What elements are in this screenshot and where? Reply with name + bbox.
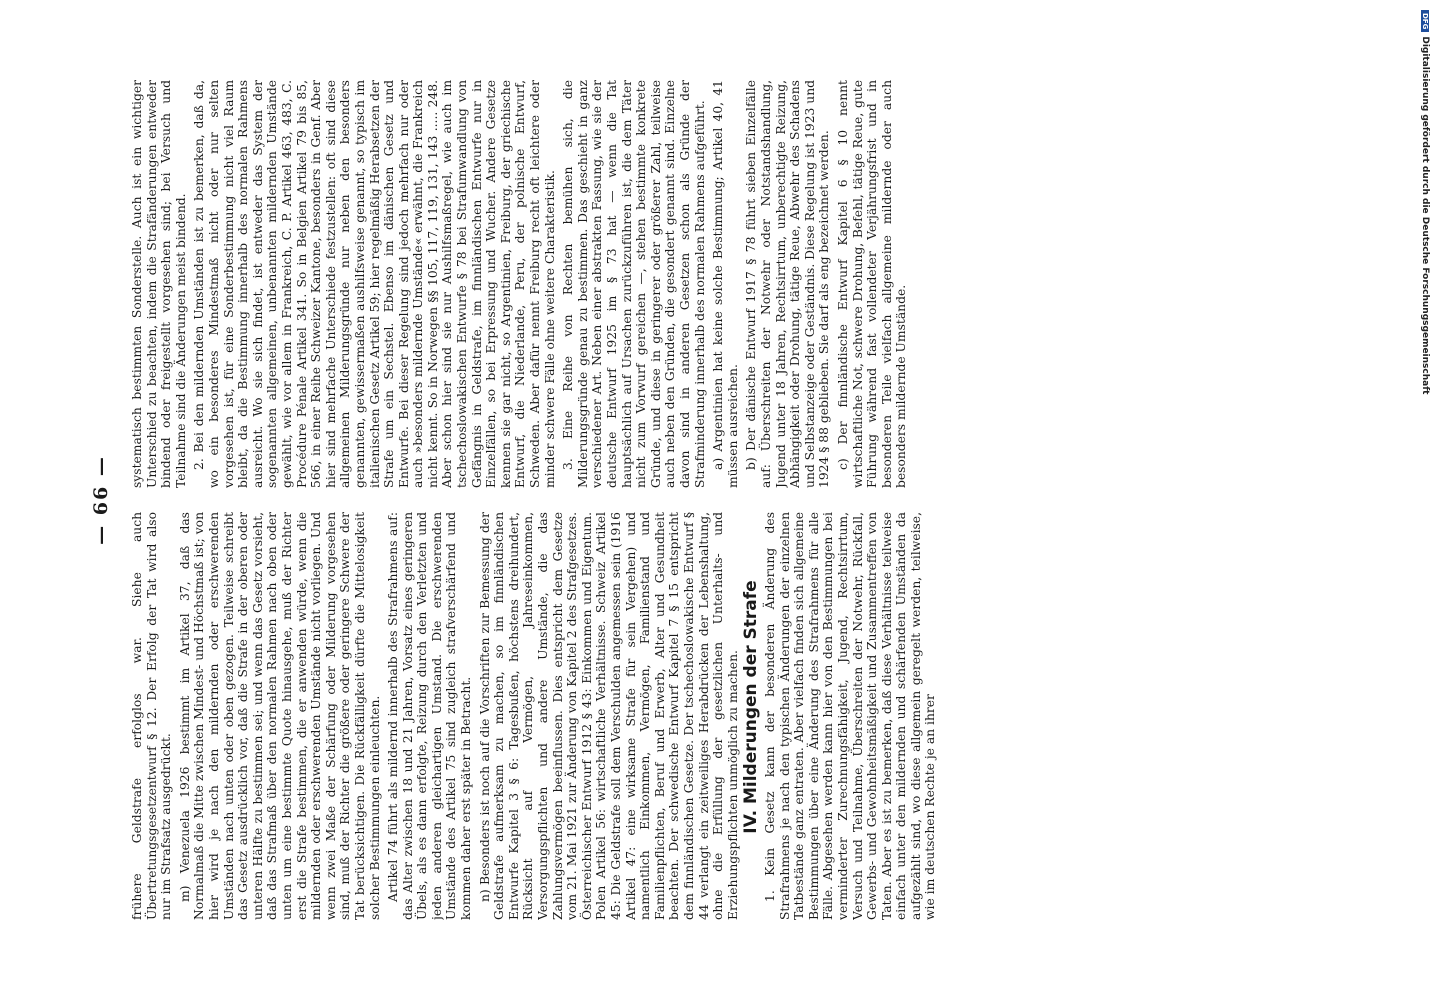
page-number: — 66 — <box>90 455 112 545</box>
rotated-document-page <box>20 0 1390 1000</box>
dfg-logo: DFG <box>1421 10 1429 32</box>
paragraph: 2. Bei den mildernden Umständen ist zu bemerken, daß da, wo ein besonderes Mindestmaß nicht oder nur selten vorgesehen ist, für eine Sonderbestimmung nicht viel Raum bleibt, da die Bestimmung innerhalb des normalen Rahmens ausreicht. Wo sie sich findet, ist entweder das System der sogenannten allgemeinen, unbenannten mildernden Umstände gewählt, wie vor allem in Frankreich, C. P. Artikel 463, 483, C. Procédure Pénale Artikel 341. So in Belgien Artikel 79 bis 85, 566, in einer Reihe Schweizer Kantone, besonders in Genf. Aber hier sind mehrfache Unterschiede festzustellen: oft sind diese allgemeinen Milderungsgründe nur neben den besonders genannten, gewissermaßen aushilfsweise genannt, so typisch im italienischen Gesetz Artikel 59; hier regelmäßig Herabsetzen der Strafe um ein Sechstel. Ebenso im dänischen Gesetz und Entwurfe. Bei dieser Regelung sind jedoch mehrfach nur oder auch »besonders mildernde Umstände« erwähnt, die Frankreich nicht kennt. So in Norwegen §§ 105, 117, 119, 131, 143 ..... 248. Aber schon hier sind sie nur Aushilfsmaßregel, wie auch im tschechoslowakischen Entwurfe § 78 bei Strafumwandlung von Gefängnis in Geldstrafe, im finnländischen Entwurfe nur in Einzelfällen, so bei Erpressung und Wucher. Andere Gesetze kennen sie gar nicht, so Argentinien, Freiburg, der griechische Entwurf, die Niederlande, Peru, der polnische Entwurf, Schweden. Aber dafür nennt Freiburg recht oft leichtere oder minder schwere Fälle ohne weitere Charakteristik. <box>192 80 557 488</box>
paragraph: a) Argentinien hat keine solche Bestimmung; Artikel 40, 41 müssen ausreichen. <box>711 80 740 488</box>
caption-text-wrapper <box>1420 10 1430 394</box>
paragraph: Artikel 74 führt als mildernd innerhalb des Strafrahmens auf: das Alter zwischen 18 und 21 Jahren, Vorsatz eines geringeren Übels, als es dann erfolgte, Reizung durch den Verletzten und jeden anderen gleichartigen Umstand. Die erschwerenden Umstände des Artikel 75 sind zugleich strafverschärfend und kommen daher erst später in Betracht. <box>386 512 474 920</box>
page-content <box>90 80 1330 920</box>
left-column <box>130 512 1310 920</box>
paragraph: m) Venezuela 1926 bestimmt im Artikel 37, daß das Normalmaß die Mitte zwischen Mindest- und Höchstmaß ist; von hier wird je nach den mildernden oder erschwerenden Umständen nach unten oder oben gezogen. Teilweise schreibt das Gesetz ausdrücklich vor, daß die Strafe in der oberen oder unteren Hälfte zu bestimmen sei; und wenn das Gesetz vorsieht, daß das Strafmaß über den normalen Rahmen nach oben oder unten um eine bestimmte Quote hinausgehe, muß der Richter erst die Strafe bestimmen, die er anwenden würde, wenn die mildernden oder erschwerenden Umstände nicht vorliegen. Und wenn zwei Maße der Schärfung oder Milderung vorgesehen sind, muß der Richter die größere oder geringere Schwere der Tat berücksichtigen. Die Rückfälligkeit dürfte die Mittelosigkeit solcher Bestimmungen einleuchten. <box>177 512 382 920</box>
text-columns <box>130 80 1310 920</box>
paragraph: c) Der finnländische Entwurf Kapitel 6 § 10 nennt wirtschaftliche Not, schwere Drohung, Befehl, tätige Reue, gute Führung während fast vollendeter Verjährungsfrist und in besonderen Teile vielfach allgemeine mildernde oder auch besonders mildernde Umstände. <box>835 80 909 488</box>
paragraph: systematisch bestimmten Sonderstelle. Auch ist ein wichtiger Unterschied zu beachten, indem die Strafänderungen entweder bindend oder freigestellt vorgesehen sind; bei Versuch und Teilnahme sind die Änderungen meist bindend. <box>130 80 188 488</box>
digitization-caption <box>1414 10 1430 710</box>
paragraph: frühere Geldstrafe erfolglos war. Siehe auch Übertretungsgesetzentwurf § 12. Der Erfolg der Tat wird also nur im Strafsatz ausgedrückt. <box>130 512 174 920</box>
right-column <box>130 80 1310 488</box>
paragraph: 3. Eine Reihe von Rechten bemühen sich, die Milderungsgründe genau zu bestimmen. Das geschieht in ganz verschiedener Art. Neben einer abstrakten Fassung, wie sie der deutsche Entwurf 1925 im § 73 hat — wenn die Tat hauptsächlich auf Ursachen zurückzuführen ist, die dem Täter nicht zum Vorwurf gereichen —, stehen bestimmte konkrete Gründe, und diese in geringerer oder größerer Zahl, teilweise auch neben den Gründen, die gesondert genannt sind. Einzelne davon sind in anderen Gesetzen schon als Gründe der Strafminderung innerhalb des normalen Rahmens aufgeführt. <box>561 80 707 488</box>
caption-text: Digitalisierung gefördert durch die Deutsche Forschungsgemeinschaft <box>1420 36 1430 395</box>
paragraph: 1. Kein Gesetz kann der besonderen Änderung des Strafrahmens je nach den typischen Änderungen der einzelnen Tatbestände ganz entraten. Aber vielfach finden sich allgemeine Bestimmungen über eine Änderung des Strafrahmens für alle Fälle. Abgesehen werden kann hier von den Bestimmungen bei verminderter Zurechnungsfähigkeit, Jugend, Rechtsirrtum, Versuch und Teilnahme, Überschreiten der Notwehr, Rückfall, Gewerbs- und Gewohnheitsmäßigkeit und Zusammentreffen von Taten. Aber es ist zu bemerken, daß diese Verhältnisse teilweise einfach unter den mildernden und schärfenden Umständen da aufgezählt sind, wo diese allgemein geregelt werden, teilweise, wie im deutschen Rechte je an ihrer <box>762 512 938 920</box>
paragraph: n) Besonders ist noch auf die Vorschriften zur Bemessung der Geldstrafe aufmerksam zu machen, so im finnländischen Entwurfe Kapitel 3 § 6: Tagesbußen, höchstens dreihundert, Rücksicht auf Vermögen, Jahreseinkommen, Versorgungspflichten und andere Umstände, die das Zahlungsvermögen beeinflussen. Dies entspricht dem Gesetze vom 21. Mai 1921 zur Änderung von Kapitel 2 des Strafgesetzes. Österreichischer Entwurf 1912 § 43: Einkommen und Eigentum. Polen Artikel 56: wirtschaftliche Verhältnisse. Schweiz Artikel 45: Die Geldstrafe soll dem Verschulden angemessen sein (1916 Artikel 47: eine wirksame Strafe für sein Vergehen) und namentlich Einkommen, Vermögen, Familienstand und Familienpflichten, Beruf und Erwerb, Alter und Gesundheit beachten. Der schwedische Entwurf Kapitel 7 § 15 entspricht dem finnländischen Gesetze. Der tschechoslowakische Entwurf § 44 verlangt ein zeitweiliges Herabdrücken der Lebenshaltung, ohne die Erfüllung der gesetzlichen Unterhalts- und Erziehungspflichten unmöglich zu machen. <box>477 512 740 920</box>
paragraph: b) Der dänische Entwurf 1917 § 78 führt sieben Einzelfälle auf: Überschreiten der Notwehr oder Notstandshandlung, Jugend unter 18 Jahren, Rechtsirrtum, unberechtigte Reizung, Abhängigkeit oder Drohung, tätige Reue, Abwehr des Schadens und Selbstanzeige oder Geständnis. Diese Regelung ist 1923 und 1924 § 88 geblieben. Sie darf als eng bezeichnet werden. <box>744 80 832 488</box>
section-heading: IV. Milderungen der Strafe <box>741 580 762 834</box>
